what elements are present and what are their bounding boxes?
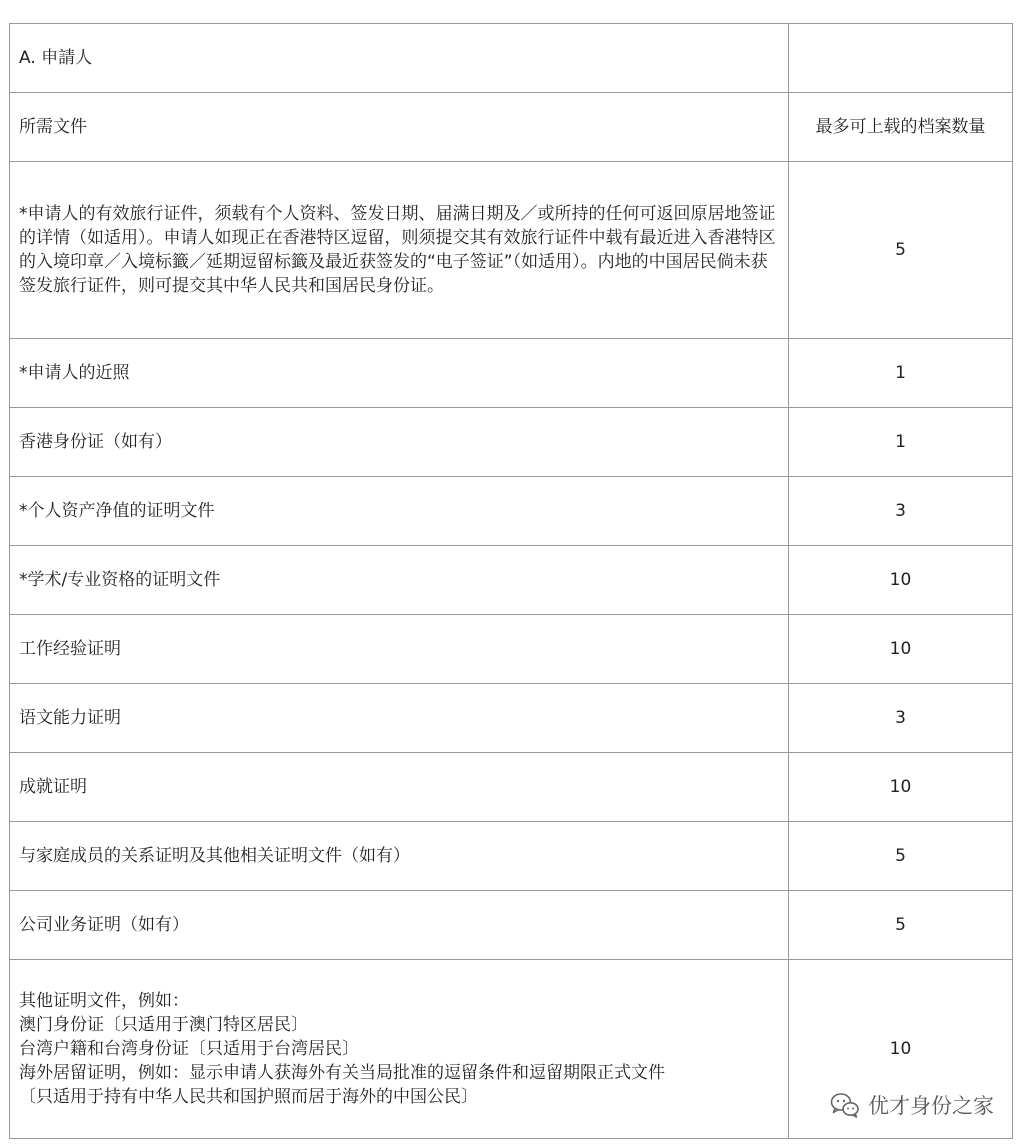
doc-cell: 香港身份证（如有） [10,408,789,477]
header-doc: 所需文件 [10,93,789,162]
header-count: 最多可上载的档案数量 [789,93,1013,162]
section-row [10,24,1013,93]
count-cell: 5 [789,162,1013,339]
doc-cell-other-documents [10,960,789,1139]
documents-table [9,23,1013,1139]
other-doc-line: 其他证明文件，例如： [19,991,189,1011]
table-row [10,684,1013,753]
doc-cell: 成就证明 [10,753,789,822]
count-cell: 10 [789,753,1013,822]
count-cell: 10 [789,546,1013,615]
table-row [10,753,1013,822]
other-doc-line: 〔只适用于持有中华人民共和国护照而居于海外的中国公民〕 [19,1087,478,1107]
doc-cell: *个人资产净值的证明文件 [10,477,789,546]
watermark [830,1090,994,1120]
table-row [10,615,1013,684]
doc-cell: 语文能力证明 [10,684,789,753]
doc-cell: 公司业务证明（如有） [10,891,789,960]
wechat-icon [830,1092,860,1118]
section-title: A. 申請人 [10,24,789,93]
table-row [10,408,1013,477]
other-doc-line: 台湾户籍和台湾身份证〔只适用于台湾居民〕 [19,1039,359,1059]
count-cell: 3 [789,477,1013,546]
table-row [10,891,1013,960]
section-empty-cell [789,24,1013,93]
table-row [10,822,1013,891]
header-row [10,93,1013,162]
watermark-text: 优才身份之家 [868,1094,994,1118]
count-cell: 3 [789,684,1013,753]
doc-cell: *学术/专业资格的证明文件 [10,546,789,615]
count-cell: 1 [789,339,1013,408]
doc-cell: *申请人的近照 [10,339,789,408]
other-doc-line: 澳门身份证〔只适用于澳门特区居民〕 [19,1015,308,1035]
doc-cell: 工作经验证明 [10,615,789,684]
count-cell: 5 [789,891,1013,960]
table-row [10,546,1013,615]
count-cell: 1 [789,408,1013,477]
table-row [10,339,1013,408]
table-row [10,477,1013,546]
other-doc-line: 海外居留证明，例如：显示申请人获海外有关当局批准的逗留条件和逗留期限正式文件 [19,1063,665,1083]
doc-cell: *申请人的有效旅行证件，须载有个人资料、签发日期、届满日期及／或所持的任何可返回原居地签证的详情（如适用）。申请人如现正在香港特区逗留，则须提交其有效旅行证件中载有最近进入香港特区的入境印章／入境标籤／延期逗留标籤及最近获签发的“电子签证”（如适用）。内地的中国居民倘未获签发旅行证件，则可提交其中华人民共和国居民身份证。 [10,162,789,339]
count-cell: 10 [789,615,1013,684]
count-cell: 5 [789,822,1013,891]
table-row [10,162,1013,339]
count-cell: 10 [789,960,1013,1139]
doc-cell: 与家庭成员的关系证明及其他相关证明文件（如有） [10,822,789,891]
